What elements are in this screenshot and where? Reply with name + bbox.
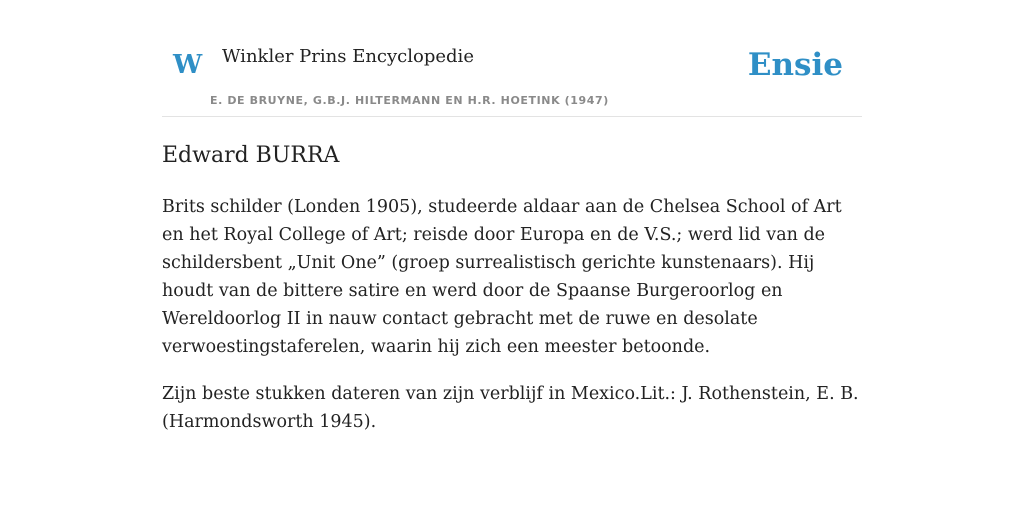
ensie-logo-link[interactable]: Ensie xyxy=(747,47,843,83)
source-authors: E. DE BRUYNE, G.B.J. HILTERMANN EN H.R. HOETINK (1947) xyxy=(210,94,609,107)
entry-paragraph: Brits schilder (Londen 1905), studeerde aldaar aan de Chelsea School of Art en het Royal College of Art; reisde door Europa en de V.S.; werd lid van de schildersbent „Unit One” (groep surrealistisch gerichte kunstenaars). Hij houdt van de bittere satire en werd door de Spaanse Burgeroorlog en Wereldoorlog II in nauw contact gebracht met de ruwe en desolate verwoestingstaferelen, waarin hij zich een meester betoonde. xyxy=(162,197,842,358)
winkler-prins-logo[interactable]: W xyxy=(173,50,203,80)
entry-title: Edward BURRA xyxy=(162,143,340,168)
source-title[interactable]: Winkler Prins Encyclopedie xyxy=(222,46,474,67)
source-header xyxy=(162,0,862,117)
page xyxy=(162,0,862,436)
entry-paragraph: Zijn beste stukken dateren van zijn verblijf in Mexico.Lit.: J. Rothenstein, E. B. (Harmondsworth 1945). xyxy=(162,384,859,433)
